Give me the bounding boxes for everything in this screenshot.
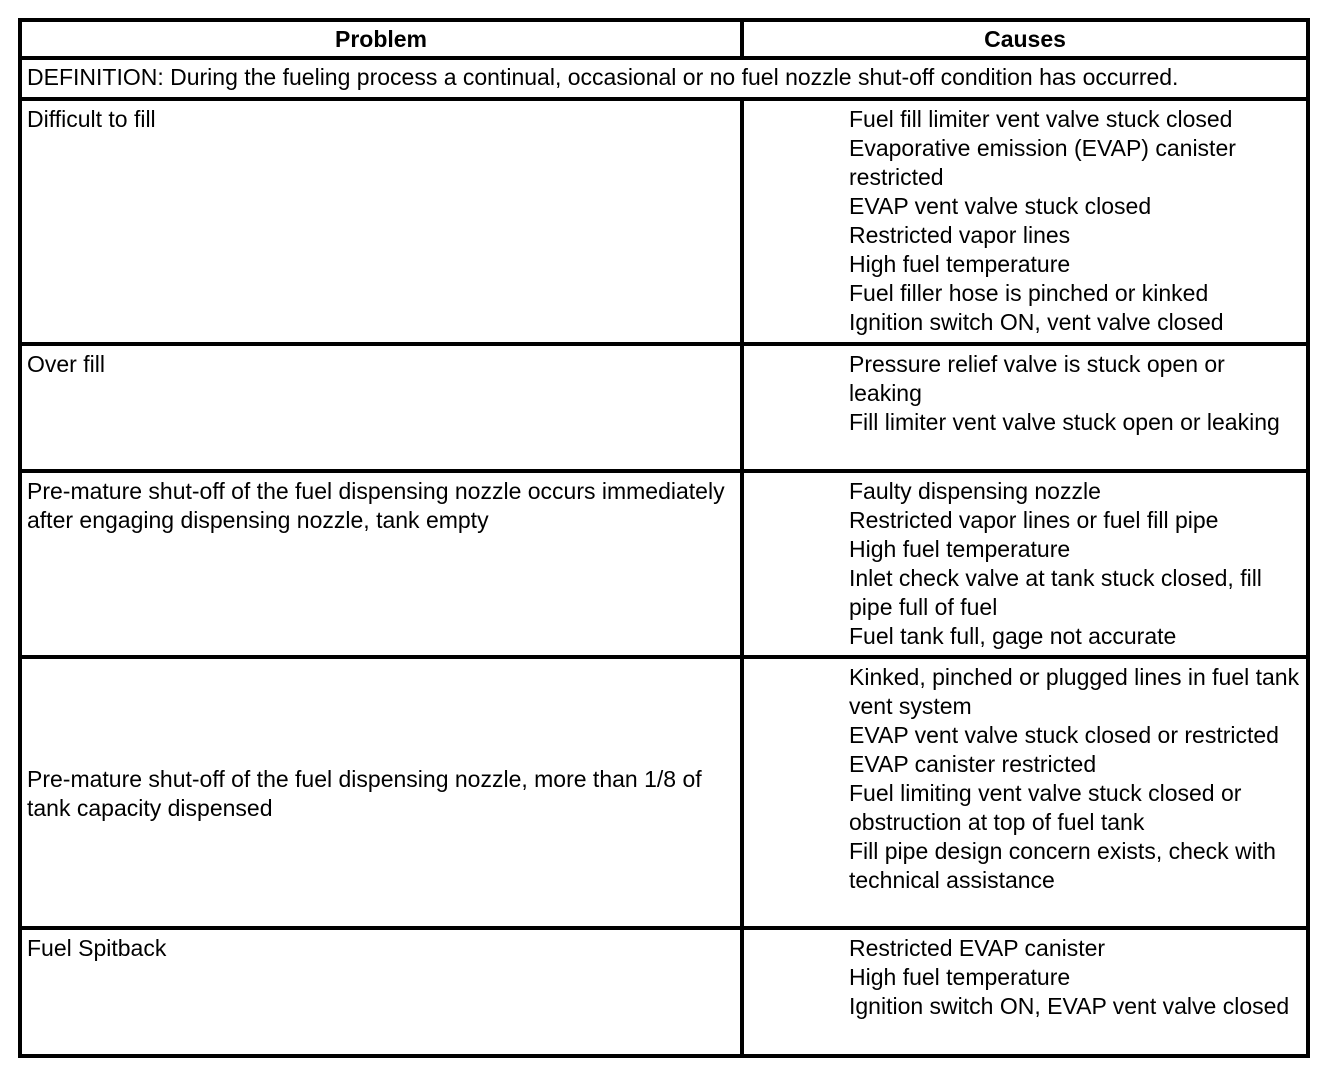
problem-cell: Pre-mature shut-off of the fuel dispensing nozzle occurs immediately after engaging dispensing nozzle, tank empty — [20, 471, 742, 657]
cause-item: Fill limiter vent valve stuck open or leaking — [849, 408, 1280, 435]
cause-item: EVAP vent valve stuck closed — [849, 193, 1152, 220]
cause-item: Restricted vapor lines or fuel fill pipe — [849, 506, 1219, 533]
cause-item: Faulty dispensing nozzle — [849, 477, 1101, 504]
cause-item: Restricted vapor lines — [849, 222, 1071, 249]
cause-item: High fuel temperature — [849, 535, 1071, 562]
problem-cell: Pre-mature shut-off of the fuel dispensing nozzle, more than 1/8 of tank capacity dispensed — [20, 657, 742, 928]
table-row — [20, 928, 1308, 1056]
cause-item: Fuel fill limiter vent valve stuck closed — [849, 106, 1233, 133]
cause-item: Ignition switch ON, vent valve closed — [849, 309, 1224, 336]
causes-cell — [742, 657, 1308, 928]
causes-cell — [742, 344, 1308, 471]
cause-item: Fill pipe design concern exists, check with technical assistance — [849, 838, 1276, 894]
table-row — [20, 344, 1308, 471]
causes-cell — [742, 928, 1308, 1056]
cause-item: Evaporative emission (EVAP) canister restricted — [849, 135, 1236, 191]
cause-item: EVAP vent valve stuck closed or restricted — [849, 722, 1279, 749]
cause-item: Fuel limiting vent valve stuck closed or obstruction at top of fuel tank — [849, 780, 1242, 836]
cause-item: Ignition switch ON, EVAP vent valve closed — [849, 992, 1290, 1019]
problem-cell: Fuel Spitback — [20, 928, 742, 1056]
cause-item: High fuel temperature — [849, 251, 1071, 278]
cause-item: Fuel filler hose is pinched or kinked — [849, 280, 1209, 307]
cause-item: Restricted EVAP canister — [849, 934, 1106, 961]
problem-cell: Over fill — [20, 344, 742, 471]
cause-item: Inlet check valve at tank stuck closed, fill pipe full of fuel — [849, 564, 1262, 620]
definition-text: DEFINITION: During the fueling process a continual, occasional or no fuel nozzle shut-off condition has occurred. — [20, 58, 1308, 99]
header-causes: Causes — [742, 20, 1308, 58]
definition-row — [20, 58, 1308, 99]
header-problem: Problem — [20, 20, 742, 58]
table-row — [20, 471, 1308, 657]
cause-item: High fuel temperature — [849, 963, 1071, 990]
cause-item: EVAP canister restricted — [849, 751, 1097, 778]
header-row — [20, 20, 1308, 58]
problem-cell: Difficult to fill — [20, 99, 742, 343]
cause-item: Kinked, pinched or plugged lines in fuel tank vent system — [849, 664, 1300, 720]
cause-item: Fuel tank full, gage not accurate — [849, 622, 1177, 649]
cause-item: Pressure relief valve is stuck open or leaking — [849, 350, 1225, 406]
table-row — [20, 657, 1308, 928]
causes-cell — [742, 99, 1308, 343]
table-row — [20, 99, 1308, 343]
diagnostic-table — [18, 18, 1310, 1058]
causes-cell — [742, 471, 1308, 657]
